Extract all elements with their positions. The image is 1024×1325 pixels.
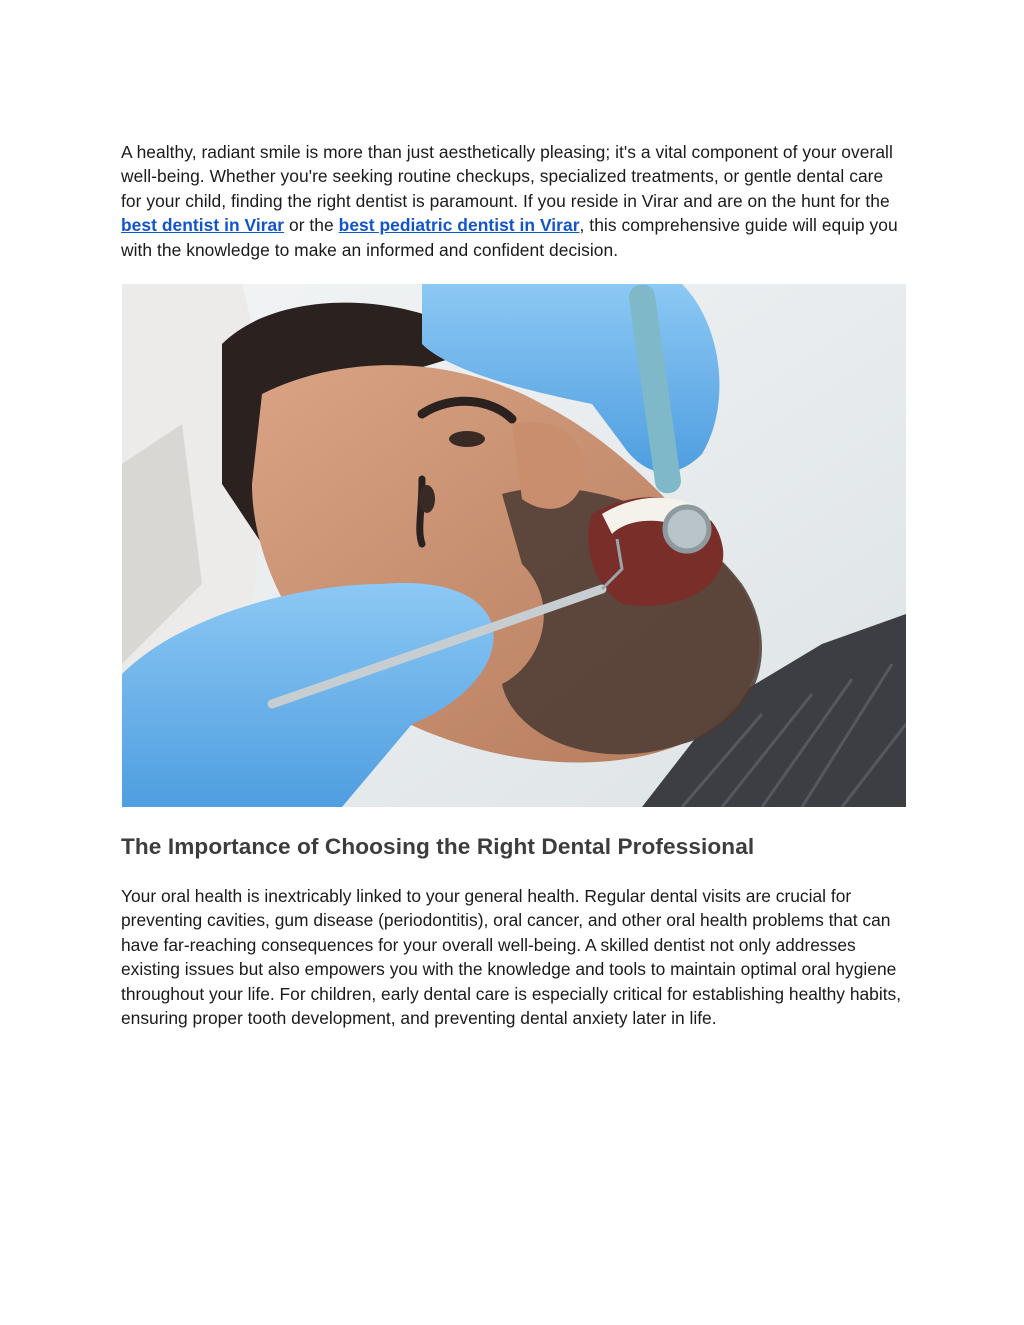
intro-text-2: or the — [284, 215, 339, 236]
best-pediatric-dentist-link[interactable]: best pediatric dentist in Virar — [338, 215, 580, 236]
intro-text-3: , this comprehensive guide will equip you with the knowledge to make an informed and confident decision. — [121, 215, 898, 260]
intro-text-1: A healthy, radiant smile is more than just aesthetically pleasing; it's a vital component of your overall well-being. Whether you're seeking routine checkups, specialized treatments, or gentle dental care for your child, finding the right dentist is paramount. If you reside in Virar and are on the hunt for the — [121, 142, 893, 211]
intro-block — [121, 140, 907, 262]
section-heading: The Importance of Choosing the Right Dental Professional — [121, 834, 755, 859]
dentist-photo — [122, 284, 906, 807]
dentist-photo-illustration — [122, 284, 906, 807]
section-paragraph: Your oral health is inextricably linked to your general health. Regular dental visits are crucial for preventing cavities, gum disease (periodontitis), oral cancer, and other oral health problems that can have far-reaching consequences for your overall well-being. A skilled dentist not only addresses existing issues but also empowers you with the knowledge and tools to maintain optimal oral hygiene throughout your life. For children, early dental care is especially critical for establishing healthy habits, ensuring proper tooth development, and preventing dental anxiety later in life. — [121, 886, 902, 1029]
intro-paragraph — [121, 140, 907, 262]
best-dentist-link[interactable]: best dentist in Virar — [121, 215, 285, 236]
